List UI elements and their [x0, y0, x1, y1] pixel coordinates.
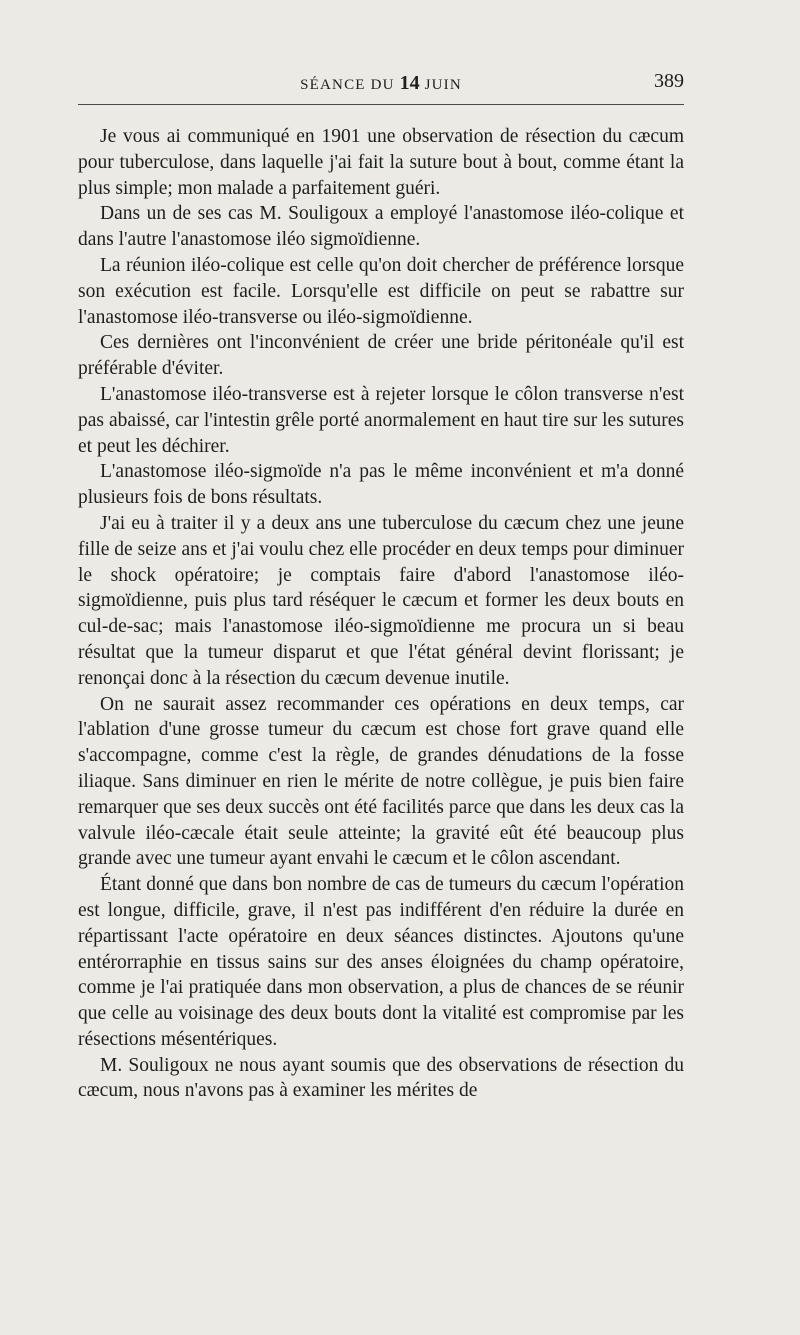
running-title	[78, 72, 684, 95]
paragraph: La réunion iléo-colique est celle qu'on doit chercher de préférence lorsque son exécution est facile. Lorsqu'elle est difficile on peut se rabattre sur l'anastomose iléo-transverse ou iléo-sigmoïdienne.	[78, 254, 684, 328]
paragraph: Ces dernières ont l'inconvénient de créer une bride péritonéale qu'il est préférable d'éviter.	[78, 332, 684, 380]
page-number: 389	[654, 70, 684, 92]
paragraph: On ne saurait assez recommander ces opérations en deux temps, car l'ablation d'une grosse tumeur du cæcum est chose fort grave quand elle s'accompagne, comme c'est la règle, de grandes dénudations de la fosse iliaque. Sans diminuer en rien le mérite de notre collègue, je puis bien faire remarquer que ses deux succès ont été facilités parce que dans les deux cas la valvule iléo-cæcale était seule atteinte; la gravité eût été beaucoup plus grande avec une tumeur ayant envahi le cæcum et le côlon ascendant.	[78, 693, 684, 870]
header-rule	[78, 104, 684, 105]
paragraph: L'anastomose iléo-sigmoïde n'a pas le même inconvénient et m'a donné plusieurs fois de bons résultats.	[78, 461, 684, 509]
paragraph: Dans un de ses cas M. Souligoux a employé l'anastomose iléo-colique et dans l'autre l'anastomose iléo sigmoïdienne.	[78, 203, 684, 251]
running-title-day: 14	[399, 72, 420, 94]
running-title-month: JUIN	[419, 77, 462, 93]
running-head	[78, 72, 684, 96]
paragraph: J'ai eu à traiter il y a deux ans une tuberculose du cæcum chez une jeune fille de seize ans et j'ai voulu chez elle procéder en deux temps pour diminuer le shock opératoire; je comptais faire d'abord l'anastomose iléo-sigmoïdienne, puis plus tard réséquer le cæcum et former les deux bouts en cul-de-sac; mais l'anastomose iléo-sigmoïdienne me procura un si beau résultat que la tumeur disparut et que l'état général devint florissant; je renonçai donc à la résection du cæcum devenue inutile.	[78, 512, 684, 689]
body-text	[78, 124, 684, 1104]
running-title-prefix: SÉANCE DU	[300, 77, 400, 93]
paragraph: Étant donné que dans bon nombre de cas de tumeurs du cæcum l'opération est longue, difficile, grave, il n'est pas indifférent d'en réduire la durée en répartissant l'acte opératoire en deux séances distinctes. Ajoutons qu'une entérorraphie en tissus sains sur des anses éloignées du champ opératoire, comme je l'ai pratiquée dans mon observation, a plus de chances de se réunir que celle au voisinage des deux bouts dont la vitalité est compromise par les résections mésentériques.	[78, 874, 684, 1050]
paragraph: Je vous ai communiqué en 1901 une observation de résection du cæcum pour tuberculose, dans laquelle j'ai fait la suture bout à bout, comme étant la plus simple; mon malade a parfaitement guéri.	[78, 126, 684, 199]
paragraph: L'anastomose iléo-transverse est à rejeter lorsque le côlon transverse n'est pas abaissé, car l'intestin grêle porté anormalement en haut tire sur les sutures et peut les déchirer.	[78, 383, 684, 457]
paragraph: M. Souligoux ne nous ayant soumis que des observations de résection du cæcum, nous n'avons pas à examiner les mérites de	[78, 1054, 684, 1102]
